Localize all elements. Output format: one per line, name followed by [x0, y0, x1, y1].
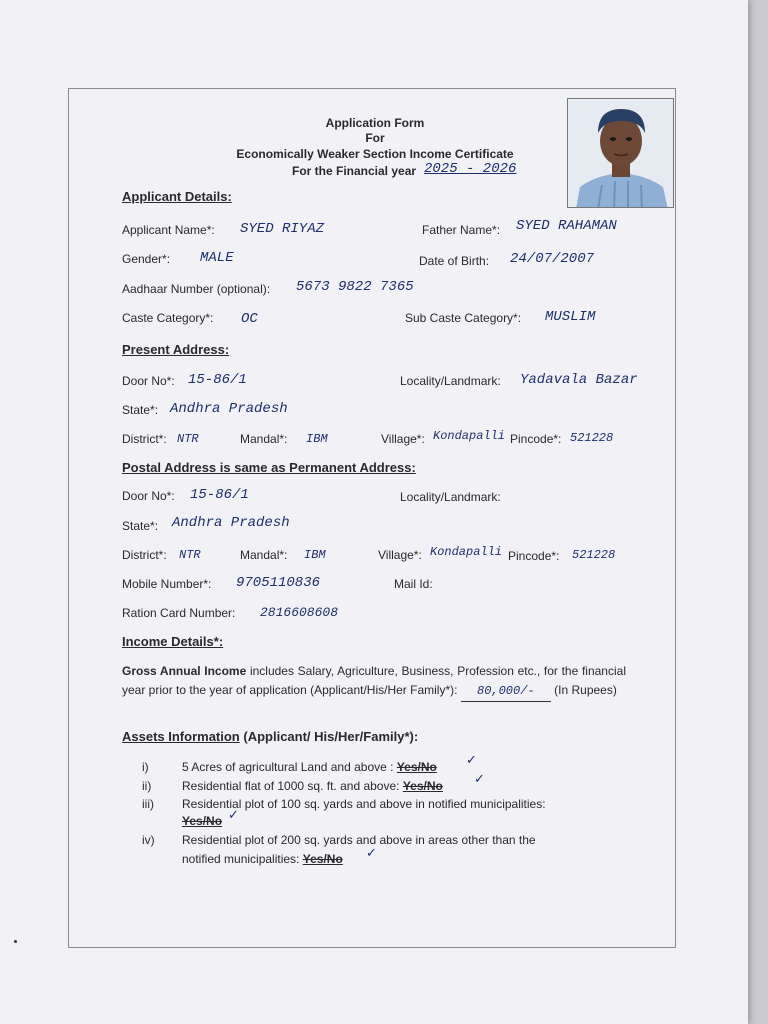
asset-item-num: iii): [142, 797, 154, 811]
postal-state-label: State*:: [122, 519, 159, 533]
financial-year-label: For the Financial year: [292, 164, 417, 178]
present-door-label: Door No*:: [122, 374, 175, 388]
sub-caste-label: Sub Caste Category*:: [405, 311, 522, 325]
checkmark-icon: ✓: [474, 771, 485, 786]
caste-category-label: Caste Category*:: [122, 311, 214, 325]
form-border: [68, 88, 676, 948]
present-locality-value: Yadavala Bazar: [520, 372, 638, 388]
present-pincode-label: Pincode*:: [510, 432, 562, 446]
present-pincode-value: 521228: [570, 431, 614, 445]
dob-value: 24/07/2007: [510, 251, 595, 267]
caste-category-value: OC: [241, 311, 258, 327]
mobile-number-label: Mobile Number*:: [122, 577, 212, 591]
applicant-photo: [567, 98, 674, 208]
postal-mandal-label: Mandal*:: [240, 548, 288, 562]
dob-label: Date of Birth:: [419, 254, 490, 268]
asset-yes-no: Yes/No: [302, 852, 343, 866]
postal-district-label: District*:: [122, 548, 167, 562]
father-name-value: SYED RAHAMAN: [516, 218, 617, 234]
postal-district-value: NTR: [179, 548, 201, 562]
postal-village-label: Village*:: [378, 548, 422, 562]
income-amount-value: 80,000/-: [461, 682, 551, 702]
applicant-name-label: Applicant Name*:: [122, 223, 215, 237]
ration-card-label: Ration Card Number:: [122, 606, 236, 620]
asset-item-text: Residential flat of 1000 sq. ft. and above: Yes/No: [182, 779, 443, 793]
applicant-details-heading: Applicant Details:: [122, 189, 232, 204]
applicant-name-value: SYED RIYAZ: [240, 221, 325, 237]
income-unit: (In Rupees): [554, 683, 617, 697]
assets-heading: [122, 730, 418, 744]
present-village-label: Village*:: [381, 432, 425, 446]
present-district-value: NTR: [177, 432, 199, 446]
income-details-heading: Income Details*:: [122, 634, 224, 649]
asset-yes-no: Yes/No: [396, 760, 437, 774]
postal-address-heading: Postal Address is same as Permanent Address:: [122, 460, 416, 475]
postal-mandal-value: IBM: [304, 548, 326, 562]
postal-locality-label: Locality/Landmark:: [400, 490, 501, 504]
asset-item-text: Residential plot of 200 sq. yards and above in areas other than the: [182, 833, 536, 847]
asset-yes-no: Yes/No: [182, 814, 223, 828]
gender-value: MALE: [200, 250, 234, 266]
form-title-line1: Application Form: [325, 116, 425, 130]
checkmark-icon: ✓: [466, 752, 477, 767]
form-title-line2: For: [365, 131, 385, 145]
assets-heading-title: Assets Information: [122, 729, 240, 744]
gender-label: Gender*:: [122, 252, 171, 266]
present-district-label: District*:: [122, 432, 167, 446]
aadhaar-label: Aadhaar Number (optional):: [122, 282, 271, 296]
postal-door-label: Door No*:: [122, 489, 175, 503]
mail-id-label: Mail Id:: [394, 577, 433, 591]
postal-state-value: Andhra Pradesh: [172, 515, 290, 531]
asset-item-text: 5 Acres of agricultural Land and above : Yes/No: [182, 760, 437, 774]
asset-item-text: Residential plot of 100 sq. yards and above in notified municipalities:: [182, 797, 546, 811]
postal-door-value: 15-86/1: [190, 487, 249, 503]
present-door-value: 15-86/1: [188, 372, 247, 388]
asset-item-num: i): [142, 760, 149, 774]
present-locality-label: Locality/Landmark:: [400, 374, 501, 388]
asset-item-num: ii): [142, 779, 152, 793]
asset-yes-no: Yes/No: [402, 779, 443, 793]
present-address-heading: Present Address:: [122, 342, 230, 357]
income-description: includes Salary, Agriculture, Business, Profession etc., for the financial year prior to the year of application (Applicant/His/Her Family*):: [122, 664, 626, 697]
income-paragraph: [122, 662, 626, 702]
asset-item-text: notified municipalities: Yes/No: [182, 852, 343, 866]
postal-village-value: Kondapalli: [430, 545, 503, 559]
gross-income-bold: Gross Annual Income: [122, 664, 247, 678]
present-state-value: Andhra Pradesh: [170, 401, 288, 417]
asset-item-num: iv): [142, 833, 155, 847]
father-name-label: Father Name*:: [422, 223, 501, 237]
present-mandal-value: IBM: [306, 432, 328, 446]
sub-caste-value: MUSLIM: [545, 309, 596, 325]
present-state-label: State*:: [122, 403, 159, 417]
postal-pincode-value: 521228: [572, 548, 616, 562]
aadhaar-value: 5673 9822 7365: [296, 279, 414, 295]
checkmark-icon: ✓: [228, 807, 239, 822]
form-title-line3: Economically Weaker Section Income Certificate: [236, 147, 514, 161]
financial-year-value: 2025 - 2026: [424, 161, 517, 177]
checkmark-icon: ✓: [366, 845, 377, 860]
present-village-value: Kondapalli: [433, 429, 506, 443]
stray-dot: [14, 940, 17, 943]
mobile-number-value: 9705110836: [236, 575, 321, 591]
ration-card-value: 2816608608: [260, 605, 339, 620]
assets-heading-suffix: (Applicant/ His/Her/Family*):: [243, 729, 419, 744]
postal-pincode-label: Pincode*:: [508, 549, 560, 563]
present-mandal-label: Mandal*:: [240, 432, 288, 446]
